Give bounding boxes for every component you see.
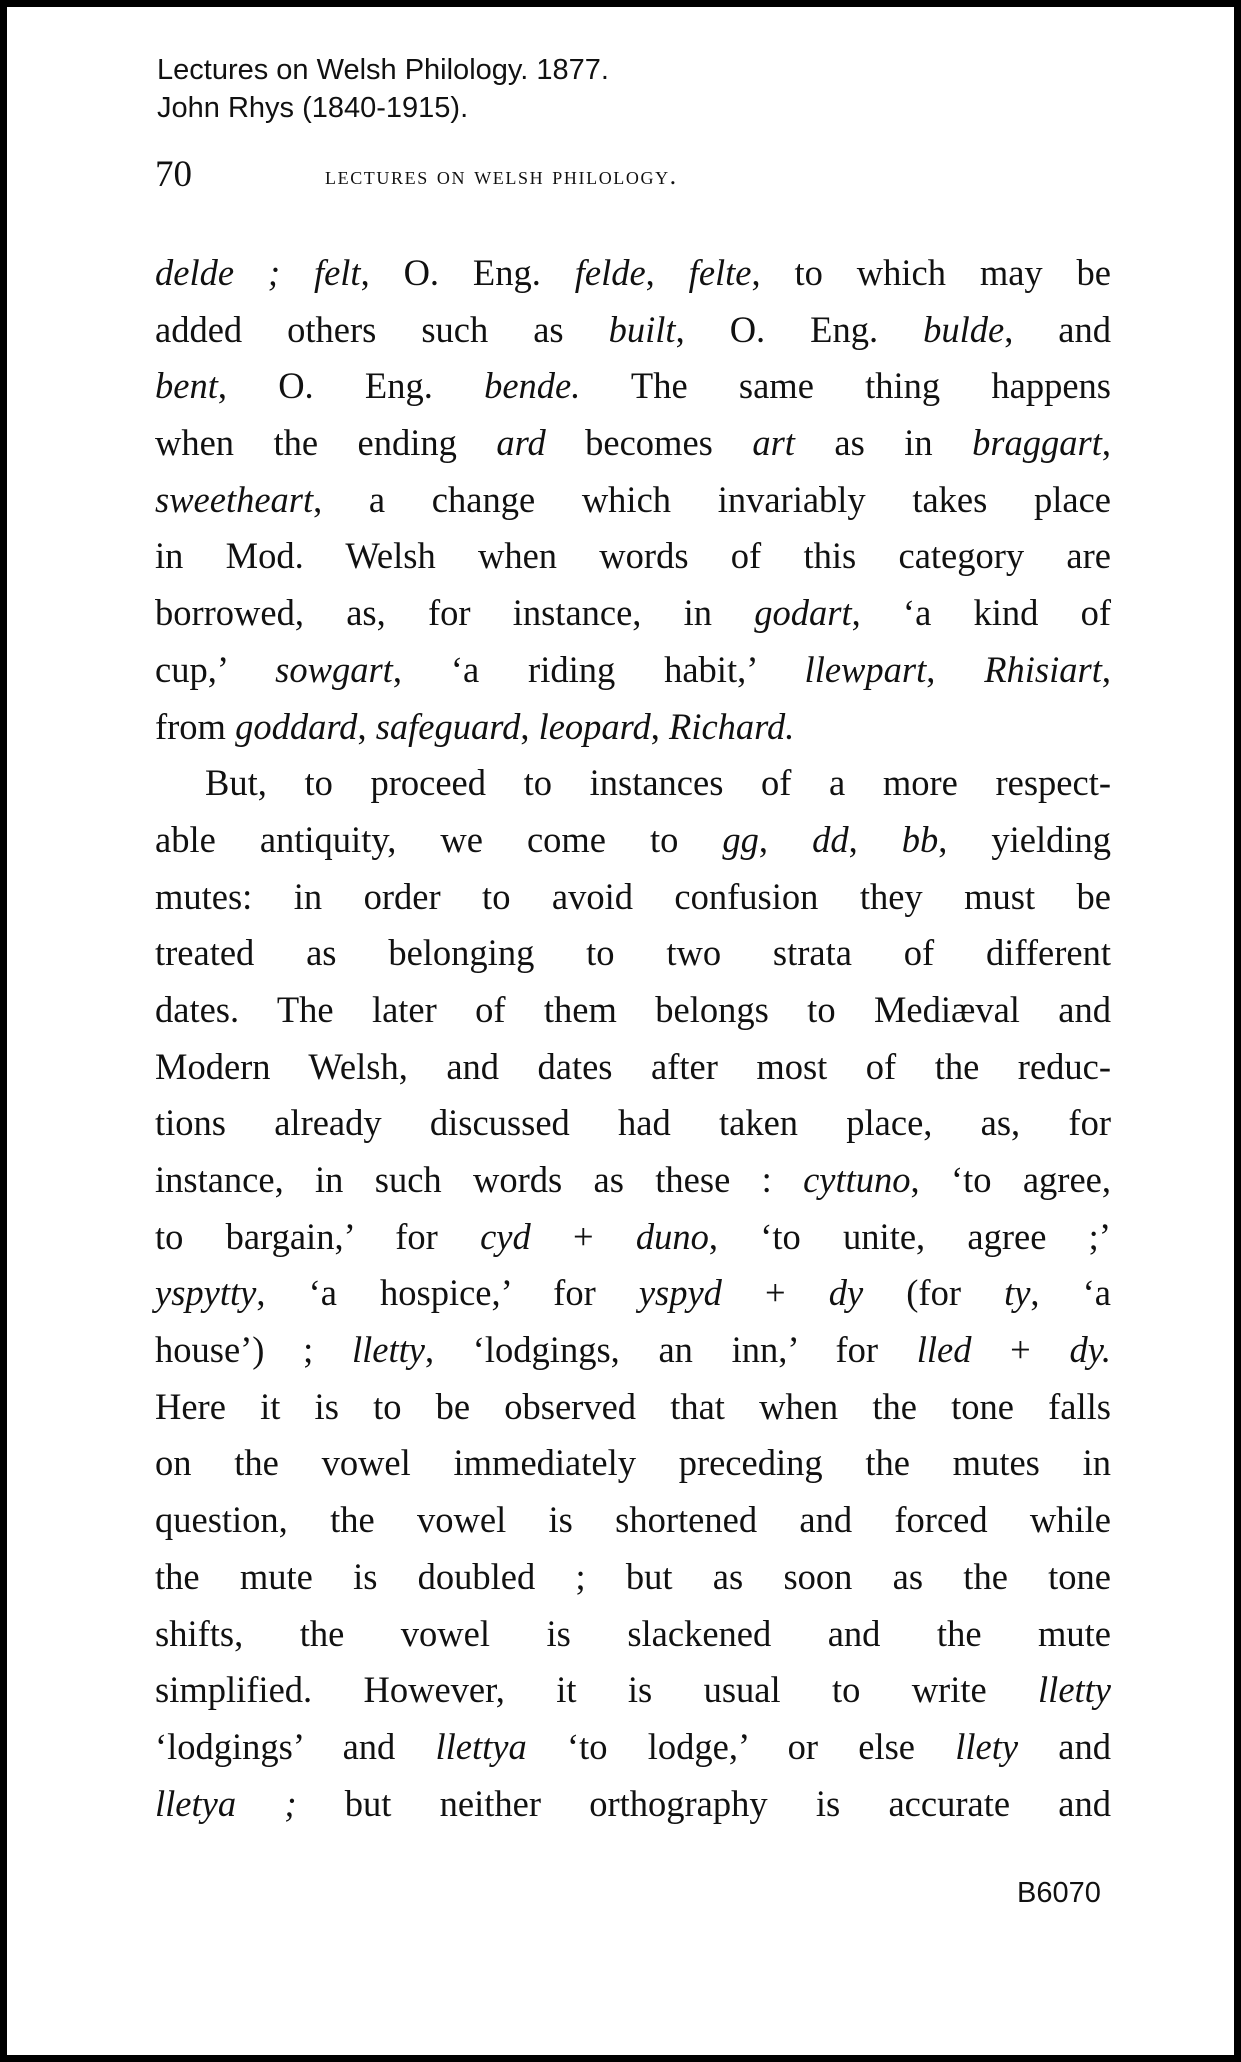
text-line: sweetheart, a change which invariably takes place: [155, 478, 1111, 520]
running-title: lectures on welsh philology.: [325, 161, 678, 190]
text-line: able antiquity, we come to gg, dd, bb, yielding: [155, 818, 1112, 860]
caption-author: John Rhys (1840-1915).: [157, 92, 469, 124]
text-line: from goddard, safeguard, leopard, Richard.: [155, 705, 795, 747]
text-line: cup,’ sowgart, ‘a riding habit,’ llewpart, Rhisiart,: [155, 648, 1111, 690]
text-line: question, the vowel is shortened and forced while: [155, 1499, 1111, 1541]
text-line: But, to proceed to instances of a more respect-: [205, 762, 1111, 804]
catalog-id: B6070: [1017, 1877, 1101, 1909]
text-line: instance, in such words as these : cyttuno, ‘to agree,: [155, 1159, 1111, 1200]
caption-title: Lectures on Welsh Philology. 1877.: [157, 54, 609, 86]
body-text: [155, 245, 1111, 1832]
text-line: treated as belonging to two strata of different: [155, 932, 1111, 974]
text-line: when the ending ard becomes art as in braggart,: [155, 422, 1112, 464]
text-line: yspytty, ‘a hospice,’ for yspyd + dy (for ty, ‘a: [155, 1272, 1111, 1314]
text-line: to bargain,’ for cyd + duno, ‘to unite, agree ;’: [155, 1215, 1111, 1257]
text-line: lletya ; but neither orthography is accurate and: [155, 1782, 1111, 1824]
page-number: 70: [155, 154, 192, 195]
text-line: Here it is to be observed that when the tone falls: [155, 1385, 1111, 1427]
text-line: house’) ; lletty, ‘lodgings, an inn,’ for lled + dy.: [155, 1329, 1111, 1371]
text-line: simplified. However, it is usual to write lletty: [155, 1669, 1111, 1711]
text-line: Modern Welsh, and dates after most of the reduc-: [155, 1045, 1111, 1087]
text-line: ‘lodgings’ and llettya ‘to lodge,’ or else llety and: [155, 1725, 1111, 1767]
text-line: delde ; felt, O. Eng. felde, felte, to which may be: [155, 252, 1112, 293]
text-line: borrowed, as, for instance, in godart, ‘a kind of: [155, 592, 1111, 634]
text-line: bent, O. Eng. bende. The same thing happens: [155, 365, 1111, 407]
running-head: [155, 153, 1111, 203]
text-line: the mute is doubled ; but as soon as the tone: [155, 1555, 1111, 1597]
text-line: added others such as built, O. Eng. bulde, and: [155, 308, 1112, 350]
text-line: in Mod. Welsh when words of this category are: [155, 535, 1111, 577]
text-line: mutes: in order to avoid confusion they must be: [155, 875, 1111, 917]
text-line: shifts, the vowel is slackened and the mute: [155, 1612, 1111, 1654]
text-line: dates. The later of them belongs to Mediæval and: [155, 988, 1111, 1030]
book-caption: [157, 51, 609, 127]
text-line: on the vowel immediately preceding the mutes in: [155, 1442, 1111, 1484]
text-line: tions already discussed had taken place, as, for: [155, 1102, 1111, 1144]
